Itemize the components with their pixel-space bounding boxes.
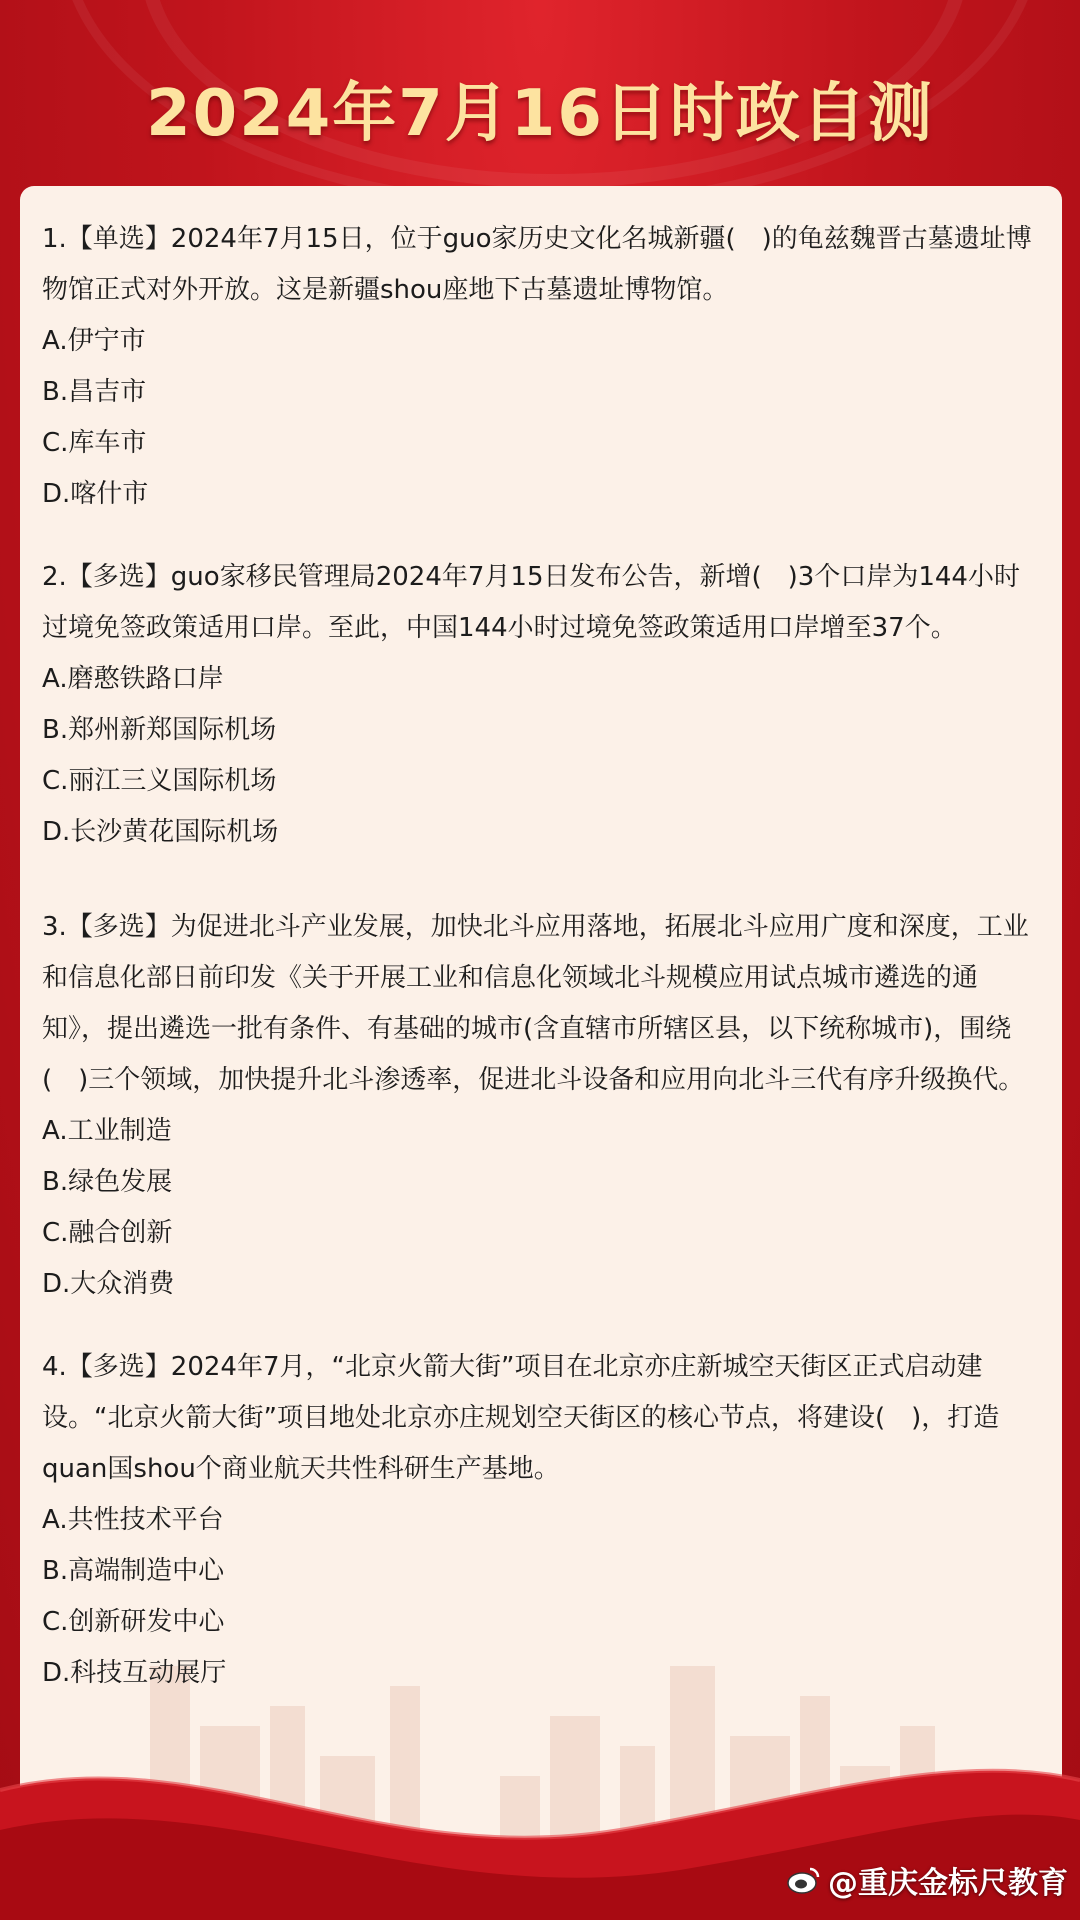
option-b: B.郑州新郑国际机场: [42, 715, 277, 745]
watermark: [786, 1858, 1068, 1902]
question-1: [42, 214, 1034, 520]
option-d: D.喀什市: [42, 479, 149, 509]
option-b: B.昌吉市: [42, 377, 147, 407]
option-a: A.伊宁市: [42, 326, 146, 356]
option-d: D.科技互动展厅: [42, 1658, 227, 1688]
option-c: C.融合创新: [42, 1218, 173, 1248]
option-b: B.高端制造中心: [42, 1556, 225, 1586]
question-2: [42, 552, 1034, 858]
question-stem: 3.【多选】为促进北斗产业发展，加快北斗应用落地，拓展北斗应用广度和深度，工业和信息化部日前印发《关于开展工业和信息化领域北斗规模应用试点城市遴选的通知》，提出遴选一批有条件、有基础的城市(含直辖市所辖区县，以下统称城市)，围绕( )三个领域，加快提升北斗渗透率，促进北斗设备和应用向北斗三代有序升级换代。: [42, 912, 1029, 1095]
option-a: A.磨憨铁路口岸: [42, 664, 224, 694]
option-b: B.绿色发展: [42, 1167, 173, 1197]
question-stem: 2.【多选】guo家移民管理局2024年7月15日发布公告，新增( )3个口岸为144小时过境免签政策适用口岸。至此，中国144小时过境免签政策适用口岸增至37个。: [42, 562, 1020, 643]
option-a: A.共性技术平台: [42, 1505, 224, 1535]
option-d: D.长沙黄花国际机场: [42, 817, 279, 847]
weibo-icon: [786, 1865, 822, 1895]
option-c: C.创新研发中心: [42, 1607, 225, 1637]
option-c: C.丽江三义国际机场: [42, 766, 277, 796]
question-stem: 1.【单选】2024年7月15日，位于guo家历史文化名城新疆( )的龟兹魏晋古墓遗址博物馆正式对外开放。这是新疆shou座地下古墓遗址博物馆。: [42, 224, 1032, 305]
question-3: [42, 902, 1034, 1310]
quiz-card: [20, 186, 1062, 1886]
watermark-text: @重庆金标尺教育: [828, 1866, 1068, 1901]
page-title: 2024年7月16日时政自测: [146, 77, 934, 151]
question-4: [42, 1342, 1034, 1699]
option-a: A.工业制造: [42, 1116, 172, 1146]
option-d: D.大众消费: [42, 1269, 175, 1299]
question-stem: 4.【多选】2024年7月，“北京火箭大街”项目在北京亦庄新城空天街区正式启动建设。“北京火箭大街”项目地处北京亦庄规划空天街区的核心节点，将建设( )，打造quan国shou个商业航天共性科研生产基地。: [42, 1352, 1000, 1484]
option-c: C.库车市: [42, 428, 147, 458]
